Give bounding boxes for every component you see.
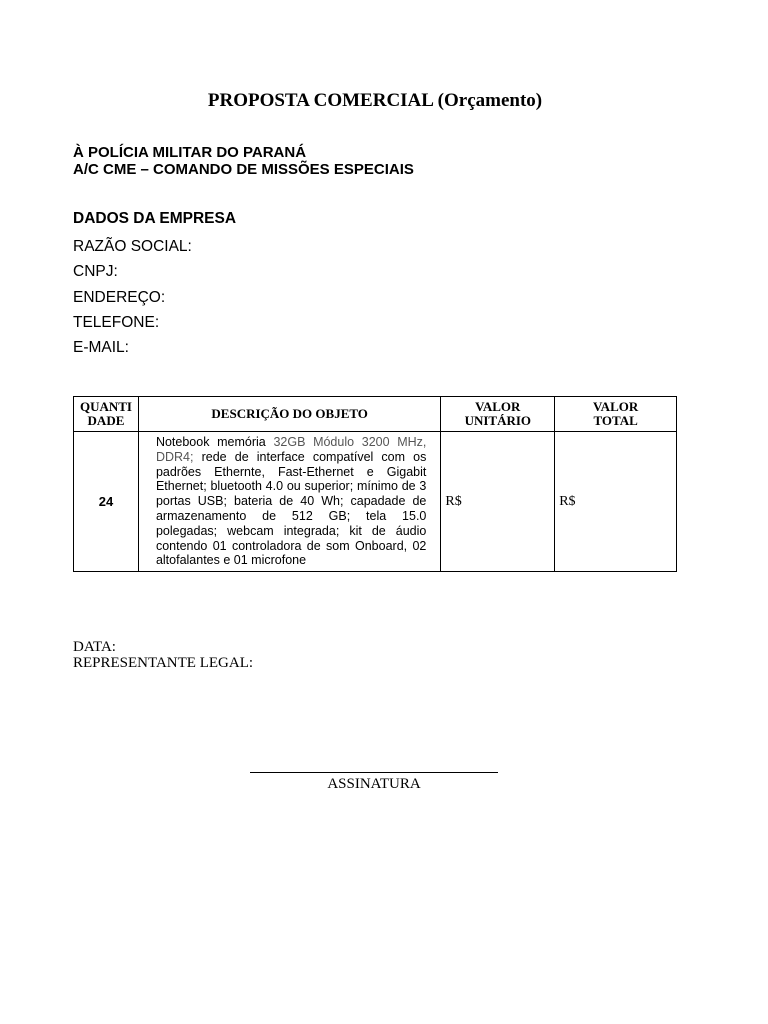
description-rest: rede de interface compatível com os padrões Ethernte, Fast-Ethernet e Gigabit Ethernet; bluetooth 4.0 ou superior; mínimo de 3 portas USB; bateria de 40 Wh; capadade de armazenamento de 512 GB; tela 15.0 polegadas; webcam integrada; kit de áudio contendo 01 controladora de som Onboard, 02 altofalantes e 01 microfone bbox=[155, 449, 427, 568]
cell-quantity: 24 bbox=[74, 432, 139, 572]
header-unit-value-line-1: VALOR bbox=[475, 399, 521, 414]
cell-unit-value: R$ bbox=[441, 432, 555, 572]
recipient-line-2: A/C CME – COMANDO DE MISSÕES ESPECIAIS bbox=[73, 161, 414, 178]
field-telefone: TELEFONE: bbox=[73, 313, 160, 331]
cell-description bbox=[138, 432, 440, 572]
cell-total-value: R$ bbox=[555, 432, 677, 572]
header-description: DESCRIÇÃO DO OBJETO bbox=[138, 397, 440, 432]
signature-line bbox=[250, 772, 498, 773]
description-prefix: Notebook memória bbox=[155, 435, 274, 449]
field-endereco: ENDEREÇO: bbox=[73, 288, 166, 306]
header-total-value-line-2: TOTAL bbox=[593, 413, 638, 428]
header-quantity-line-1: QUANTI bbox=[79, 399, 132, 414]
header-total-value bbox=[555, 397, 677, 432]
signature-label: ASSINATURA bbox=[327, 776, 421, 792]
date-label: DATA: bbox=[73, 639, 116, 655]
table-row bbox=[74, 432, 677, 572]
table-header-row bbox=[74, 397, 677, 432]
header-quantity-line-2: DADE bbox=[87, 413, 125, 428]
header-unit-value-line-2: UNITÁRIO bbox=[464, 413, 532, 428]
field-razao-social: RAZÃO SOCIAL: bbox=[73, 238, 192, 255]
recipient-block bbox=[73, 144, 414, 178]
recipient-line-1: À POLÍCIA MILITAR DO PARANÁ bbox=[73, 144, 307, 161]
header-unit-value bbox=[441, 397, 555, 432]
header-quantity bbox=[74, 397, 139, 432]
field-cnpj: CNPJ: bbox=[73, 263, 118, 281]
legal-representative-label: REPRESENTANTE LEGAL: bbox=[73, 655, 254, 671]
company-data-section bbox=[73, 210, 236, 360]
header-total-value-line-1: VALOR bbox=[592, 399, 639, 414]
company-data-heading: DADOS DA EMPRESA bbox=[73, 210, 237, 227]
quote-table bbox=[73, 396, 677, 572]
page-title: PROPOSTA COMERCIAL (Orçamento) bbox=[207, 90, 543, 111]
description-highlight: 32GB Módulo 3200 MHz, DDR4; bbox=[155, 435, 427, 464]
field-email: E-MAIL: bbox=[73, 339, 129, 357]
footer-block bbox=[73, 639, 253, 671]
